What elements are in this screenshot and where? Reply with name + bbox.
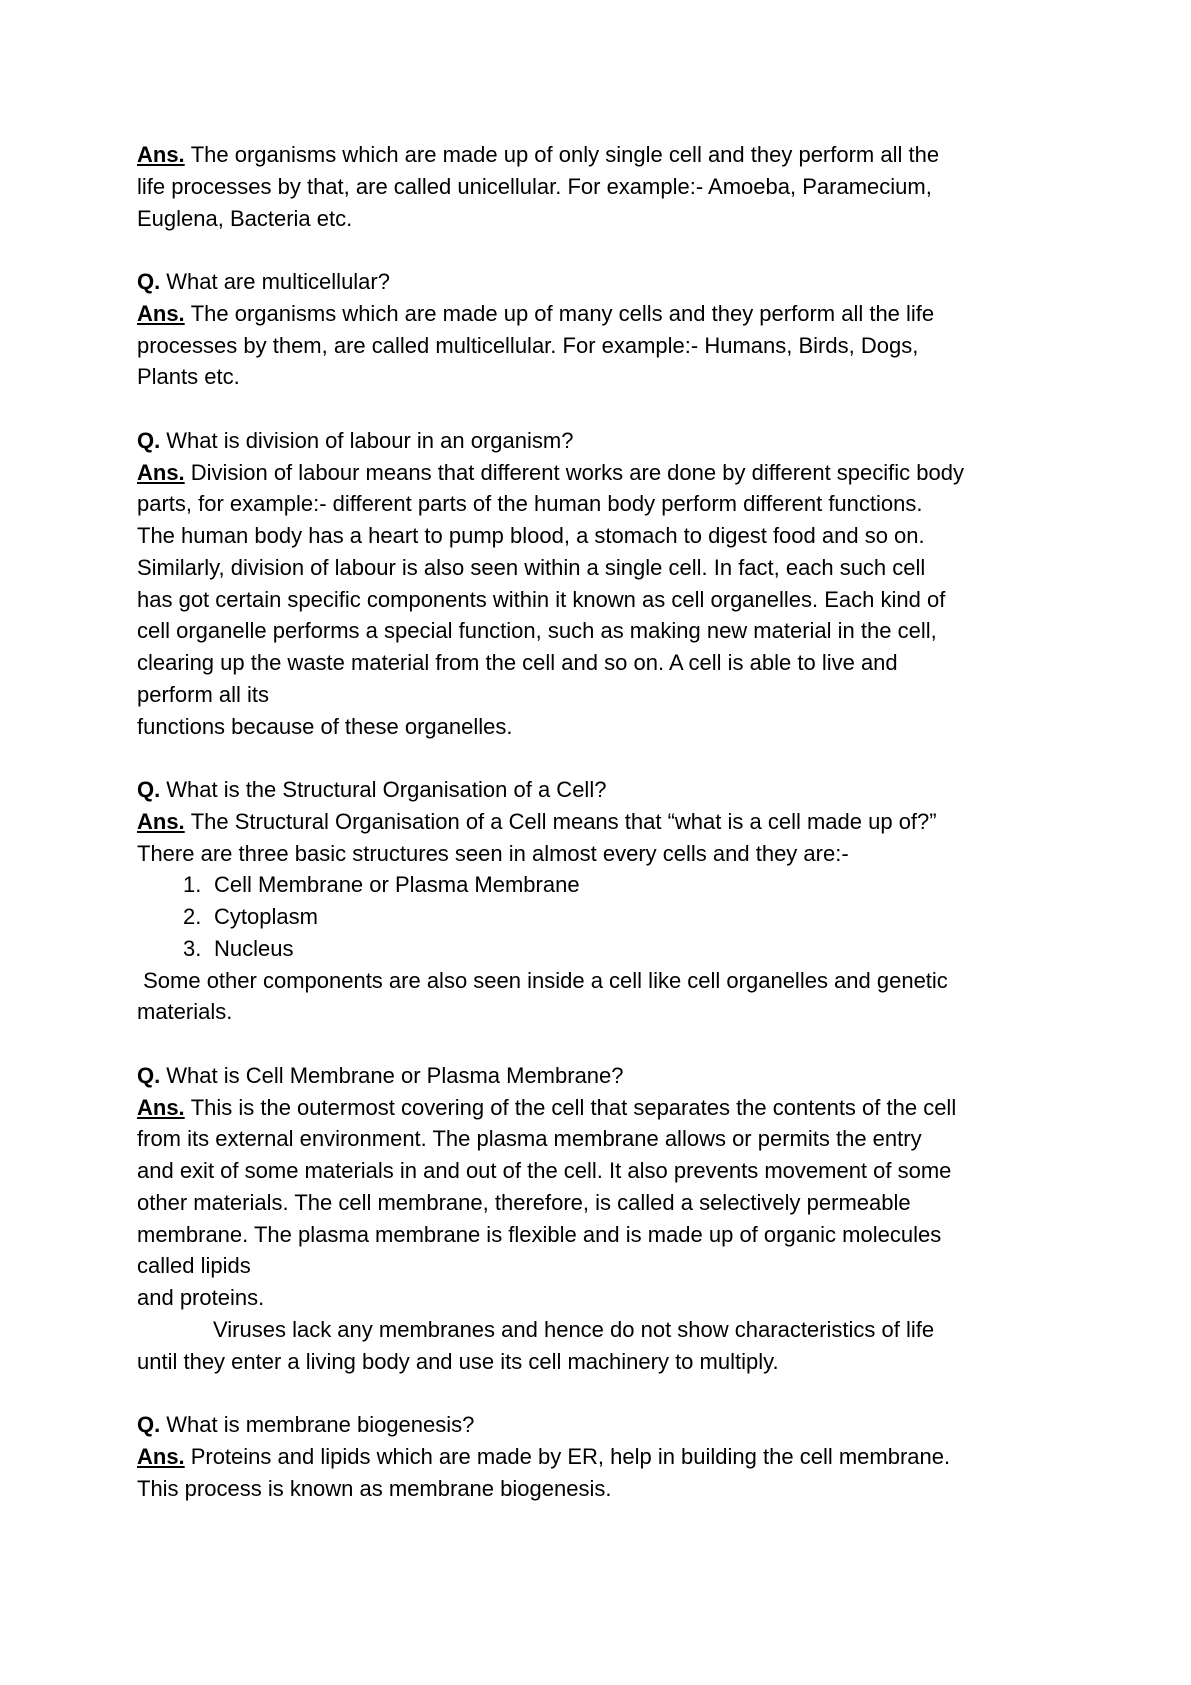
list-item-number: 2. — [183, 904, 202, 929]
text-line: processes by them, are called multicellular. For example:- Humans, Birds, Dogs, — [137, 332, 919, 358]
blank-line — [137, 1377, 1051, 1409]
text-line: Viruses lack any membranes and hence do not show characteristics of life — [213, 1316, 935, 1342]
text-line: and proteins. — [137, 1285, 265, 1310]
text-line — [137, 1092, 1051, 1124]
text-run: Proteins and lipids which are made by ER, help in building the cell membrane. — [190, 1443, 951, 1469]
question-label: Q. — [137, 1412, 161, 1437]
answer-label: Ans. — [137, 300, 185, 326]
question-label: Q. — [137, 1062, 161, 1088]
text-run: What is membrane biogenesis? — [166, 1412, 475, 1437]
list-item-number: 3. — [183, 935, 202, 961]
text-line — [137, 806, 1051, 838]
list-item-number: 1. — [183, 872, 202, 898]
blank-line — [137, 1028, 1051, 1060]
text-line: Some other components are also seen inside a cell like cell organelles and genetic — [137, 967, 948, 993]
question-paragraph — [137, 1409, 1051, 1441]
text-line: This process is known as membrane biogenesis. — [137, 1475, 612, 1501]
text-line: There are three basic structures seen in almost every cells and they are:- — [137, 840, 849, 866]
text-line: Similarly, division of labour is also seen within a single cell. In fact, each such cell — [137, 554, 926, 580]
list-item-text: Cell Membrane or Plasma Membrane — [214, 872, 580, 898]
text-run: This is the outermost covering of the cell that separates the contents of the cell — [190, 1094, 957, 1120]
text-line — [137, 139, 1051, 171]
answer-paragraph — [137, 806, 1051, 870]
text-line: perform all its — [137, 681, 270, 707]
text-line — [137, 1409, 1051, 1441]
text-line — [137, 1060, 1051, 1092]
text-line — [137, 298, 1051, 330]
list-item — [137, 869, 1051, 901]
text-run: The organisms which are made up of many cells and they perform all the life — [190, 300, 935, 326]
blank-line — [137, 742, 1051, 774]
question-label: Q. — [137, 777, 161, 802]
text-line: Plants etc. — [137, 364, 240, 390]
answer-label: Ans. — [137, 1443, 185, 1469]
answer-label: Ans. — [137, 1094, 185, 1120]
text-run: What is division of labour in an organism? — [166, 427, 574, 453]
text-run: The organisms which are made up of only single cell and they perform all the — [190, 142, 940, 167]
text-line: cell organelle performs a special function, such as making new material in the cell, — [137, 618, 937, 644]
question-label: Q. — [137, 427, 161, 453]
list-item — [137, 901, 1051, 933]
text-line — [137, 457, 1051, 489]
text-line: has got certain specific components within it known as cell organelles. Each kind of — [137, 586, 946, 612]
answer-paragraph — [137, 298, 1051, 393]
text-line: materials. — [137, 999, 233, 1025]
blank-line — [137, 393, 1051, 425]
body-paragraph — [137, 965, 1051, 1029]
question-paragraph — [137, 266, 1051, 298]
text-line: membrane. The plasma membrane is flexible and is made up of organic molecules — [137, 1221, 942, 1247]
text-line: Euglena, Bacteria etc. — [137, 205, 353, 231]
text-line: clearing up the waste material from the cell and so on. A cell is able to live and — [137, 650, 898, 675]
answer-paragraph — [137, 457, 1051, 743]
answer-paragraph — [137, 139, 1051, 234]
body-paragraph — [137, 1314, 1051, 1378]
text-line: called lipids — [137, 1253, 251, 1279]
text-run: What are multicellular? — [166, 269, 390, 294]
text-line: until they enter a living body and use its cell machinery to multiply. — [137, 1348, 779, 1374]
text-run: What is Cell Membrane or Plasma Membrane? — [166, 1062, 624, 1088]
text-line — [137, 774, 1051, 806]
list-item-text: Cytoplasm — [214, 904, 318, 929]
text-line: life processes by that, are called unicellular. For example:- Amoeba, Paramecium, — [137, 173, 932, 199]
text-line: other materials. The cell membrane, therefore, is called a selectively permeable — [137, 1189, 911, 1215]
text-line: from its external environment. The plasma membrane allows or permits the entry — [137, 1126, 922, 1152]
answer-label: Ans. — [137, 459, 185, 485]
list-item-text: Nucleus — [214, 935, 294, 961]
answer-label: Ans. — [137, 808, 185, 834]
text-line — [137, 425, 1051, 457]
text-line: functions because of these organelles. — [137, 713, 513, 739]
blank-line — [137, 234, 1051, 266]
question-label: Q. — [137, 269, 161, 294]
answer-paragraph — [137, 1092, 1051, 1314]
text-line: parts, for example:- different parts of the human body perform different functions. — [137, 491, 923, 517]
list-item — [137, 933, 1051, 965]
question-paragraph — [137, 425, 1051, 457]
text-run: The Structural Organisation of a Cell means that “what is a cell made up of?” — [190, 808, 937, 834]
text-line — [137, 266, 1051, 298]
answer-label: Ans. — [137, 142, 185, 167]
numbered-list — [137, 869, 1051, 964]
question-paragraph — [137, 774, 1051, 806]
text-line: The human body has a heart to pump blood, a stomach to digest food and so on. — [137, 523, 925, 548]
text-line: and exit of some materials in and out of the cell. It also prevents movement of some — [137, 1158, 952, 1183]
question-paragraph — [137, 1060, 1051, 1092]
text-run: Division of labour means that different works are done by different specific body — [190, 459, 964, 485]
text-line — [137, 1441, 1051, 1473]
answer-paragraph — [137, 1441, 1051, 1505]
text-run: What is the Structural Organisation of a Cell? — [166, 777, 607, 802]
